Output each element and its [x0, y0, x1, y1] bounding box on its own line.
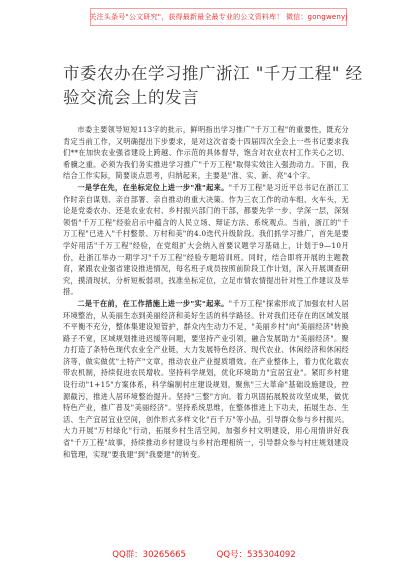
qq-group: QQ群：30265665: [112, 550, 186, 560]
intro-paragraph: 市委主要领导短短113字的批示，鲜明指出学习推广"千万工程"的重要性，既充分肯定当前工作，又明确提出下步要求，是对这次省委十四届四次全会上一些书记要求我们**在加快农业强省建设上跨越、作示范的具体督导，饱含对农业农村工作关心之切、希骥之重。必须为我们务实推进学习推广"千万工程"取得实效注入强劲动力。下面，我结合工作实际，简要谈点思考，归纳起来，主要是"准、实、新、亮"4个字。: [63, 125, 349, 181]
section-2-body: "千万工程"探索形成了加强农村人居环境整治，从美丽生态到美丽经济和美好生活的科学路径。针对我们还存在的区域发展不平衡不充分，整体集建设短管护，群众内生动力不足，"美丽乡村"向"美丽经济"转换路子不宽，区域规划推进迟缓等问题，要坚持产业引领，融合发展助力"美丽经济"。聚力打造了条特色现代农业全产业链，大力发展特色经济、现代农业、休闲经济和休闲经济等，做实做优"土特产"文章，推动农业产业提质增效。在产业整体上，着力优化载农带农机制，持续促进农民增收。坚持科学规划，优化环境助力"宜居宜业"。紧盯乡村建设行动"1+15"方案体系，科学编制村庄建设规划，聚焦"三大革命"基础设施建设，控源截污，推进人居环境整治提升。坚持"三整"方向。着力巩固拓展脱贫攻坚成果，做优特色产业，推广普及"美丽经济"。坚持系统思维，在整体推进上下功夫，拓展生态、生活、生产宜居宜业空间，创作形式多样文化"百千万"等小品，引导群众参与乡村振兴。大力开展"万村绿化"行动，拓展乡村生活空间，加强乡村文明建设，用心用情讲好我省"千万工程"故事，持续推动乡村建设与乡村治理相统一，引导群众参与村庄规划建设和管理，实现"要我建"到"我要建"的转变。: [63, 298, 350, 459]
document-title: 市委农办在学习推广浙江 "千万工程" 经验交流会上的发言: [63, 64, 363, 107]
qq-number: QQ号：535304092: [216, 550, 296, 560]
section-2-heading: 二是干在前，在工作措施上进一步"实"起来。: [77, 298, 229, 308]
header-banner: [90, 8, 347, 26]
document-body: [63, 124, 349, 460]
banner-text: 关注头条号"公文研究"，获得最新最全最专业的公文资料库！ 微信：gongwenyj: [89, 13, 348, 21]
section-1-heading: 一是学在先，在坐标定位上进一步"准"起来。: [77, 182, 229, 192]
section-1-body: "千万工程"是习近平总书记在浙江工作时亲自谋划、亲自部署、亲自推动的重大决策。作为三农工作的动车组、火车头，无论是党委农办、还是农业农村、乡村振兴部门的干部，都要先学一步、学深一层，深刻领悟"千万工程"经验启示中蕴含的人民立场、辩证方法、系统观点。当前，浙江的"千万工程"已进入"千村整景、万村和美"的4.0迭代升级阶段。我们抓学习推广，首先是要学好用活"千万工程"经验，在党组扩大会纳入首要议题学习基础上，计划于9—10月份，赴浙江举办一期学习"千万工程"经验专题培训班。同时，结合即将开展的主题教育，紧跟农业强省建设推进情况，每名班子成员按照前阶段工作计划，深入开展调查研究，摸清现状，分析短板弱项，找准坐标定位，立足市情农情提出针对性工作建议及举措。: [63, 182, 350, 297]
footer-contact: [0, 548, 408, 560]
section-1-paragraph: [63, 182, 349, 298]
section-2-paragraph: [63, 298, 349, 460]
